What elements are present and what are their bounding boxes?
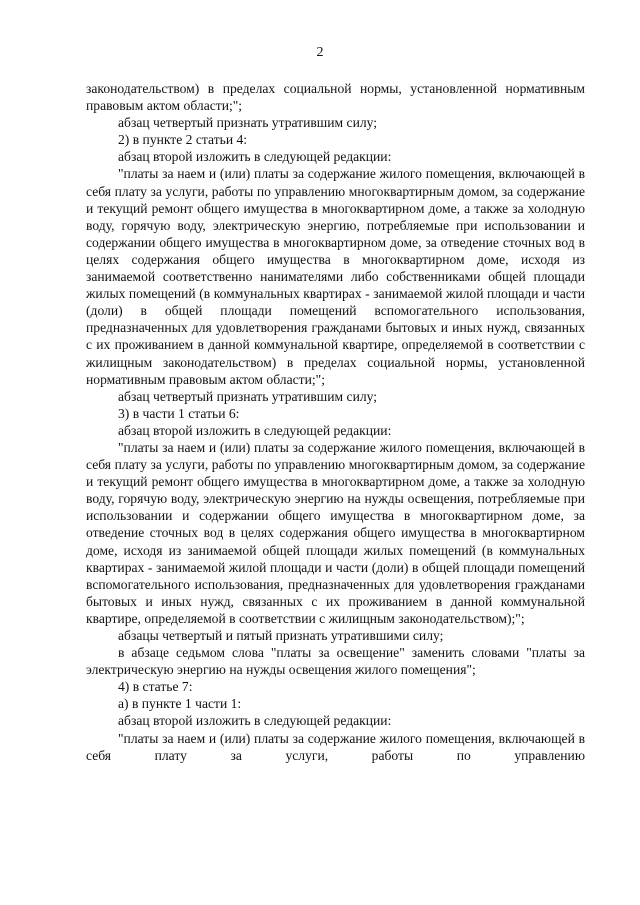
paragraph: абзац второй изложить в следующей редакции: [118, 149, 392, 165]
paragraph: "платы за наем и (или) платы за содержание жилого помещения, включающей в себя плату за услуги, работы по управлению многоквартирным домом, за содержание и текущий ремонт общего имущества в многоквартирном доме, а также за холодную воду, горячую воду, электрическую энергию, потребляемые при использовании и содержании общего имущества в многоквартирном доме, за отведение сточных вод в целях содержания общего имущества в многоквартирном доме, исходя из занимаемой соответственно нанимателями либо собственниками общей площади жилых помещений (в коммунальных квартирах - занимаемой жилой площади и части (доли) в общей площади помещений вспомогательного использования, предназначенных для удовлетворения гражданами бытовых и иных нужд, связанных с их проживанием в данной коммунальной квартире, определяемой в соответствии с жилищным законодательством) в пределах социальной нормы, установленной нормативным правовым актом области;"; [86, 166, 585, 387]
paragraph: "платы за наем и (или) платы за содержание жилого помещения, включающей в себя плату за услуги, работы по управлению многоквартирным домом, за содержание и текущий ремонт общего имущества в многоквартирном доме, а также за холодную воду, горячую воду, электрическую энергию на нужды освещения, потребляемые при использовании и содержании общего имущества в многоквартирном доме, за отведение сточных вод в целях содержания общего имущества в многоквартирном доме, исходя из занимаемой общей площади жилых помещений (в коммунальных квартирах - занимаемой жилой площади и части (доли) в общей площади помещений вспомогательного использования, предназначенных для удовлетворения гражданами бытовых и иных нужд, связанных с их проживанием в данной коммунальной квартире, определяемой в соответствии с жилищным законодательством);"; [86, 439, 585, 626]
paragraph: абзацы четвертый и пятый признать утратившими силу; [118, 628, 444, 643]
paragraph: законодательством) в пределах социальной нормы, установленной нормативным правовым актом области;"; [86, 81, 585, 114]
paragraph: "платы за наем и (или) платы за содержание жилого помещения, включающей в себя плату за услуги, работы по управлению [86, 730, 585, 763]
paragraph: 3) в части 1 статьи 6: [118, 405, 240, 421]
paragraph: а) в пункте 1 части 1: [118, 696, 242, 712]
paragraph: абзац четвертый признать утратившим силу; [118, 115, 378, 131]
document-body [86, 80, 585, 764]
paragraph: абзац второй изложить в следующей редакции: [118, 713, 392, 729]
paragraph: 4) в статье 7: [118, 679, 193, 695]
paragraph: в абзаце седьмом слова "платы за освещение" заменить словами "платы за электрическую энергию на нужды освещения жилого помещения"; [86, 645, 585, 678]
page-number: 2 [316, 45, 324, 60]
paragraph: 2) в пункте 2 статьи 4: [118, 132, 248, 148]
paragraph: абзац четвертый признать утратившим силу; [118, 388, 378, 404]
paragraph: абзац второй изложить в следующей редакции: [118, 422, 392, 438]
